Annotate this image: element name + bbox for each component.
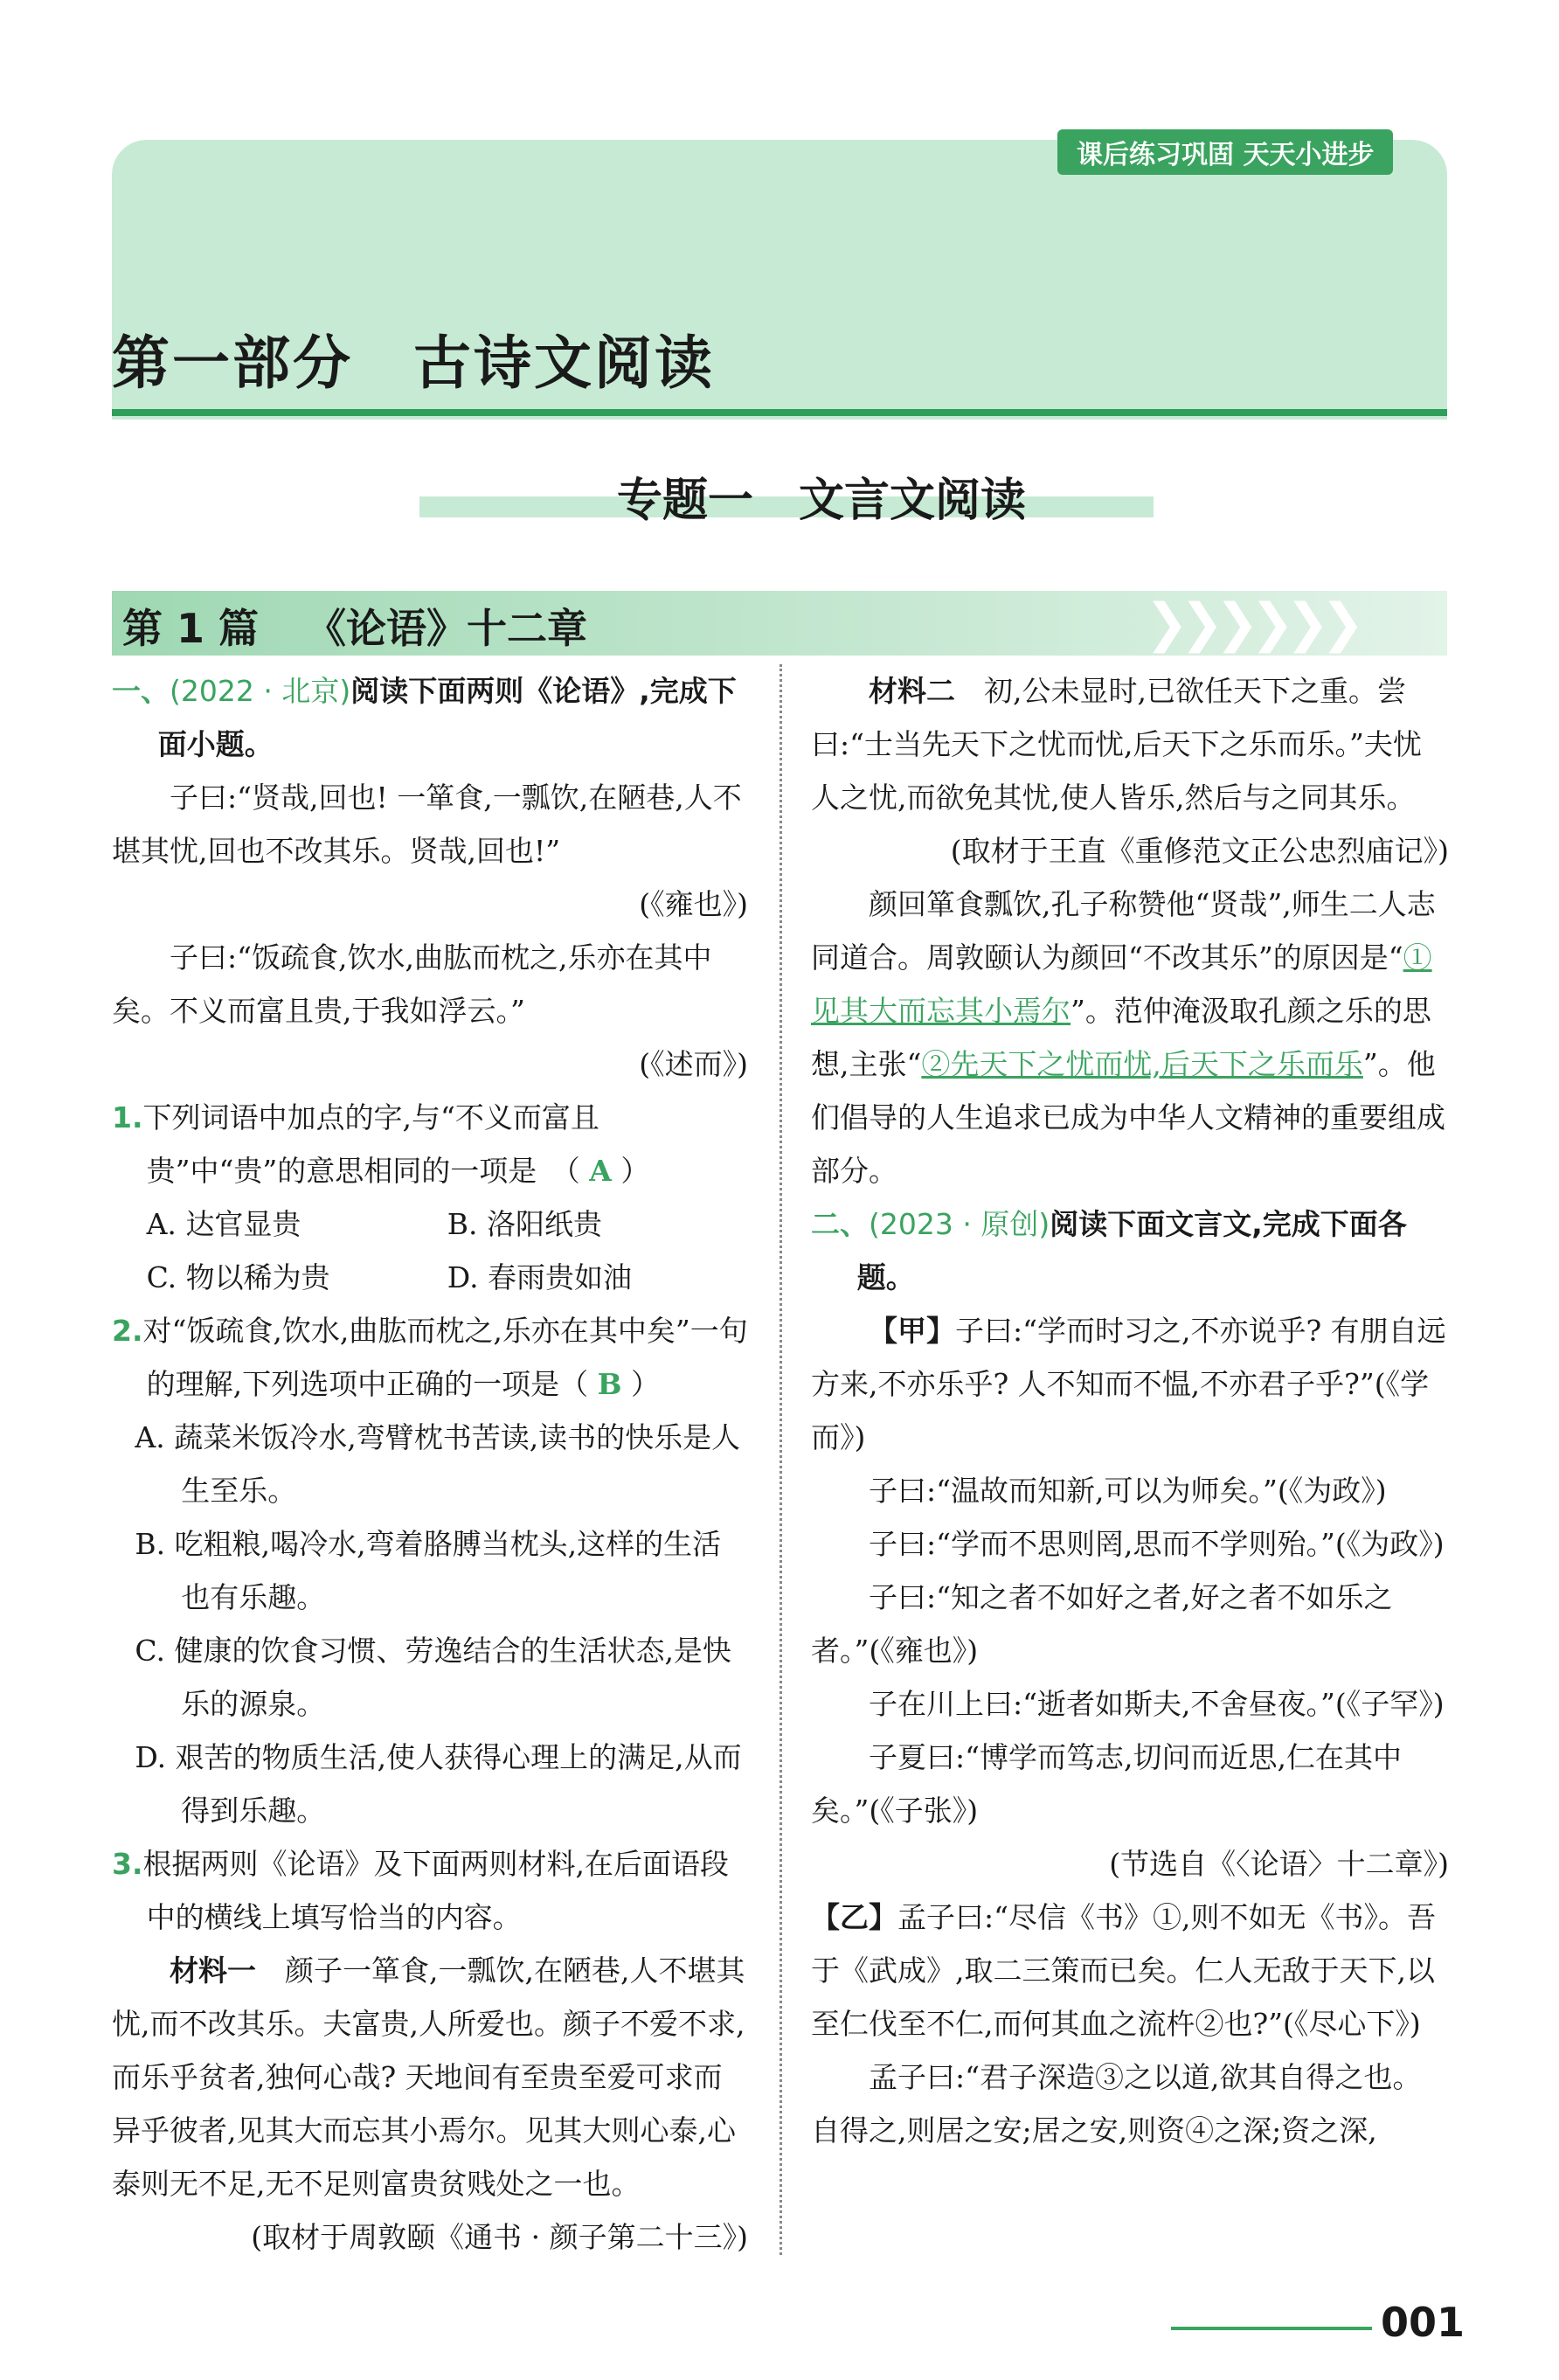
- material-label: 材料一: [170, 1953, 256, 1988]
- question-number: 二、: [811, 1207, 869, 1241]
- passage-1: 子曰:“贤哉,回也! 一箪食,一瓢饮,在陋巷,人不堪其忧,回也不改其乐。贤哉,回也!”: [112, 781, 742, 868]
- chevron-decoration-icon: ❯❯❯❯❯❯: [1145, 593, 1356, 654]
- question-intro: 阅读下面两则《论语》,完成下面小题。: [157, 674, 737, 761]
- passage-2-source: (《述而》): [639, 1047, 748, 1081]
- subquestion-stem: 下列词语中加点的字,与“不义而富且贵”中“贵”的意思相同的一项是: [142, 1100, 599, 1188]
- answer-mark: B: [597, 1367, 622, 1401]
- passage-yi-2: 孟子曰:“君子深造③之以道,欲其自得之也。自得之,则居之安;居之安,则资④之深;资之深,: [811, 2060, 1422, 2148]
- answer-mark: A: [589, 1154, 612, 1188]
- tagline-badge: 课后练习巩固 天天小进步: [1057, 129, 1393, 175]
- material-1: [112, 1944, 748, 2210]
- option-item: B. 洛阳纸贵: [447, 1207, 603, 1241]
- subquestion-1-options: [112, 1197, 748, 1304]
- material-text: 颜子一箪食,一瓢饮,在陋巷,人不堪其忧,而不改其乐。夫富贵,人所爱也。颜子不爱不求,而乐乎贫者,独何心哉? 天地间有至贵至爱可求而异乎彼者,见其大而忘其小焉尔。见其大则心泰,心泰则无不足,无不足则富贵贫贱处之一也。: [112, 1953, 745, 2201]
- passage-2: 子曰:“饭疏食,饮水,曲肱而枕之,乐亦在其中矣。不义而富且贵,于我如浮云。”: [112, 940, 712, 1028]
- question-1-heading: [112, 664, 748, 771]
- option-item: C. 物以稀为贵: [146, 1260, 330, 1294]
- passage-text: 子曰:“学而时习之,不亦说乎? 有朋自远方来,不亦乐乎? 人不知而不愠,不亦君子乎?”(《学而》): [811, 1314, 1446, 1454]
- subquestion-number: 3.: [112, 1847, 143, 1881]
- subquestion-stem: 对“饭疏食,饮水,曲肱而枕之,乐亦在其中矣”一句的理解,下列选项中正确的一项是: [142, 1314, 748, 1401]
- passage-yi-1: [811, 1891, 1449, 2050]
- passage-jia-1: [811, 1304, 1449, 1464]
- subquestion-2: 2.对“饭疏食,饮水,曲肱而枕之,乐亦在其中矣”一句的理解,下列选项中正确的一项是（ B ）: [112, 1314, 748, 1401]
- material-text: 初,公未显时,已欲任天下之重。尝曰:“士当先天下之忧而忧,后天下之乐而乐。”夫忧人之忧,而欲免其忧,使人皆乐,然后与之同其乐。: [811, 674, 1422, 815]
- passage-label: 【甲】: [869, 1314, 955, 1348]
- option-item: A. 达官显贵: [146, 1207, 301, 1241]
- option-item: D. 艰苦的物质生活,使人获得心理上的满足,从而得到乐趣。: [135, 1740, 742, 1828]
- paragraph-text: ”。他们倡导的人生追求已成为中华人文精神的重要组成部分。: [811, 1047, 1445, 1188]
- question-intro: 阅读下面文言文,完成下面各题。: [856, 1207, 1407, 1294]
- part-title: 第一部分 古诗文阅读: [112, 330, 715, 397]
- passage-jia-3: 子曰:“学而不思则罔,思而不学则殆。”(《为政》): [869, 1527, 1445, 1561]
- option-item: B. 吃粗粮,喝冷水,弯着胳膊当枕头,这样的生活也有乐趣。: [135, 1527, 722, 1614]
- subquestion-3: [112, 1837, 748, 1944]
- passage-jia-6: 子夏曰:“博学而笃志,切问而近思,仁在其中矣。”(《子张》): [811, 1740, 1402, 1828]
- right-column: [811, 664, 1449, 2157]
- answer-blank-1: ①见其大而忘其小焉尔: [811, 940, 1432, 1028]
- left-column: [112, 664, 748, 2264]
- answer-blank-2: ②先天下之忧而忧,后天下之乐而乐: [921, 1047, 1363, 1081]
- paragraph-text: ”。范仲淹汲取孔颜之乐的思想,主张“: [811, 994, 1431, 1081]
- material-2: [811, 664, 1449, 824]
- page-number-rule: [1171, 2327, 1372, 2330]
- page-number: 001: [1381, 2299, 1465, 2346]
- material-1-source: (取材于周敦颐《通书 · 颜子第二十三》): [251, 2220, 748, 2254]
- option-item: A. 蔬菜米饭冷水,弯臂枕书苦读,读书的快乐是人生至乐。: [135, 1420, 741, 1508]
- subquestion-number: 2.: [112, 1314, 143, 1348]
- banner-underline: [112, 409, 1447, 416]
- fill-in-paragraph: [811, 878, 1449, 1197]
- passage-1-source: (《雍也》): [639, 887, 748, 921]
- passage-jia-2: 子曰:“温故而知新,可以为师矣。”(《为政》): [869, 1474, 1387, 1508]
- passage-text: 孟子曰:“尽信《书》①,则不如无《书》。吾于《武成》,取二三策而已矣。仁人无敌于天下,以至仁伐至不仁,而何其血之流杵②也?”(《尽心下》): [811, 1900, 1436, 2041]
- material-label: 材料二: [869, 674, 955, 708]
- question-source: (2023 · 原创): [869, 1207, 1050, 1241]
- option-item: C. 健康的饮食习惯、劳逸结合的生活状态,是快乐的源泉。: [135, 1634, 731, 1721]
- subquestion-1: 1.下列词语中加点的字,与“不义而富且贵”中“贵”的意思相同的一项是 （ A ）: [112, 1100, 650, 1188]
- passage-jia-4: 子曰:“知之者不如好之者,好之者不如乐之者。”(《雍也》): [811, 1580, 1393, 1668]
- passage-jia-5: 子在川上曰:“逝者如斯夫,不舍昼夜。”(《子罕》): [869, 1687, 1445, 1721]
- chapter-title: 《论语》十二章: [306, 605, 587, 652]
- subquestion-stem: 根据两则《论语》及下面两则材料,在后面语段中的横线上填写恰当的内容。: [142, 1847, 729, 1934]
- chapter-number: 第 1 篇: [122, 605, 260, 652]
- column-divider: [780, 664, 782, 2255]
- option-item: D. 春雨贵如油: [447, 1260, 633, 1294]
- passage-jia-source: (节选自《〈论语〉十二章》): [1109, 1847, 1449, 1881]
- material-2-source: (取材于王直《重修范文正公忠烈庙记》): [950, 834, 1449, 868]
- question-number: 一、: [112, 674, 170, 708]
- question-source: (2022 · 北京): [170, 674, 351, 708]
- topic-title: 专题一 文言文阅读: [616, 475, 1026, 527]
- question-2-heading: [811, 1197, 1449, 1304]
- paragraph-text: 颜回箪食瓢饮,孔子称赞他“贤哉”,师生二人志同道合。周敦颐认为颜回“不改其乐”的原因是“: [811, 887, 1436, 975]
- passage-label: 【乙】: [811, 1900, 897, 1934]
- subquestion-number: 1.: [112, 1100, 143, 1134]
